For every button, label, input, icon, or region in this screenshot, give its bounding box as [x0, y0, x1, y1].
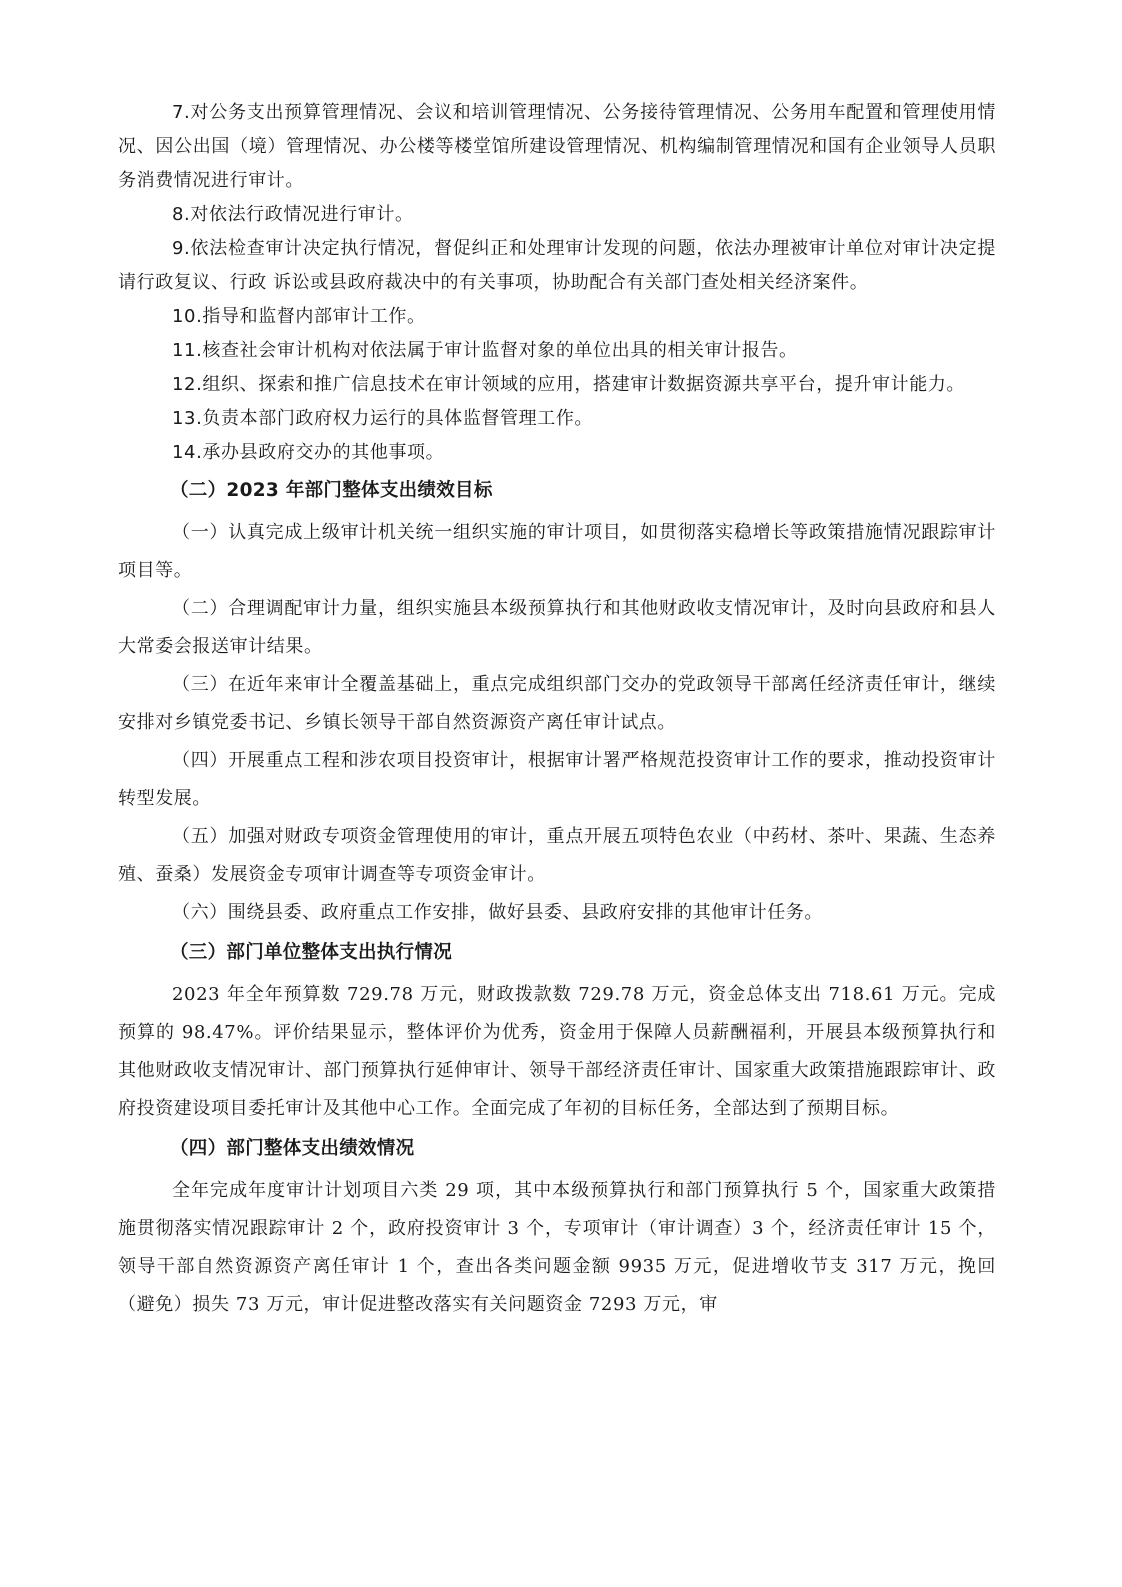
goal-item-6: （六）围绕县委、政府重点工作安排，做好县委、县政府安排的其他审计任务。 — [172, 902, 823, 923]
duty-item-12: 12.组织、探索和推广信息技术在审计领域的应用，搭建审计数据资源共享平台，提升审计能力。 — [172, 374, 966, 395]
section-heading-expenditure-execution: （三）部门单位整体支出执行情况 — [170, 942, 453, 963]
duty-item-7: 7.对公务支出预算管理情况、会议和培训管理情况、公务接待管理情况、公务用车配置和管理使用情况、因公出国（境）管理情况、办公楼等楼堂馆所建设管理情况、机构编制管理情况和国有企业领导人员职务消费情况进行审计。 — [118, 102, 996, 191]
section-heading-performance-status: （四）部门整体支出绩效情况 — [170, 1138, 415, 1159]
section-heading-performance-goals: （二）2023 年部门整体支出绩效目标 — [170, 480, 493, 501]
goal-item-2: （二）合理调配审计力量，组织实施县本级预算执行和其他财政收支情况审计，及时向县政府和县人大常委会报送审计结果。 — [118, 598, 996, 657]
goal-item-3: （三）在近年来审计全覆盖基础上，重点完成组织部门交办的党政领导干部离任经济责任审计，继续安排对乡镇党委书记、乡镇长领导干部自然资源资产离任审计试点。 — [118, 674, 996, 733]
duty-item-9: 9.依法检查审计决定执行情况，督促纠正和处理审计发现的问题，依法办理被审计单位对审计决定提请行政复议、行政 诉讼或县政府裁决中的有关事项，协助配合有关部门查处相关经济案件。 — [118, 238, 996, 293]
goal-item-1: （一）认真完成上级审计机关统一组织实施的审计项目，如贯彻落实稳增长等政策措施情况跟踪审计项目等。 — [118, 522, 996, 581]
document-body — [118, 96, 996, 1324]
duty-item-11: 11.核查社会审计机构对依法属于审计监督对象的单位出具的相关审计报告。 — [172, 340, 798, 361]
duty-item-13: 13.负责本部门政府权力运行的具体监督管理工作。 — [172, 408, 594, 429]
goal-item-5: （五）加强对财政专项资金管理使用的审计，重点开展五项特色农业（中药材、茶叶、果蔬、生态养殖、蚕桑）发展资金专项审计调查等专项资金审计。 — [118, 826, 996, 885]
goal-item-4: （四）开展重点工程和涉农项目投资审计，根据审计署严格规范投资审计工作的要求，推动投资审计转型发展。 — [118, 750, 996, 809]
expenditure-execution-paragraph: 2023 年全年预算数 729.78 万元，财政拨款数 729.78 万元，资金总体支出 718.61 万元。完成预算的 98.47%。评价结果显示，整体评价为优秀，资金用于保障人员薪酬福利，开展县本级预算执行和其他财政收支情况审计、部门预算执行延伸审计、领导干部经济责任审计、国家重大政策措施跟踪审计、政府投资建设项目委托审计及其他中心工作。全面完成了年初的目标任务，全部达到了预期目标。 — [118, 984, 996, 1119]
performance-status-paragraph: 全年完成年度审计计划项目六类 29 项，其中本级预算执行和部门预算执行 5 个，国家重大政策措施贯彻落实情况跟踪审计 2 个，政府投资审计 3 个，专项审计（审计调查）3 个，经济责任审计 15 个，领导干部自然资源资产离任审计 1 个，查出各类问题金额 9935 万元，促进增收节支 317 万元，挽回（避免）损失 73 万元，审计促进整改落实有关问题资金 7293 万元，审 — [118, 1180, 996, 1315]
duty-item-10: 10.指导和监督内部审计工作。 — [172, 306, 426, 327]
duty-item-14: 14.承办县政府交办的其他事项。 — [172, 442, 445, 463]
duty-item-8: 8.对依法行政情况进行审计。 — [172, 204, 414, 225]
